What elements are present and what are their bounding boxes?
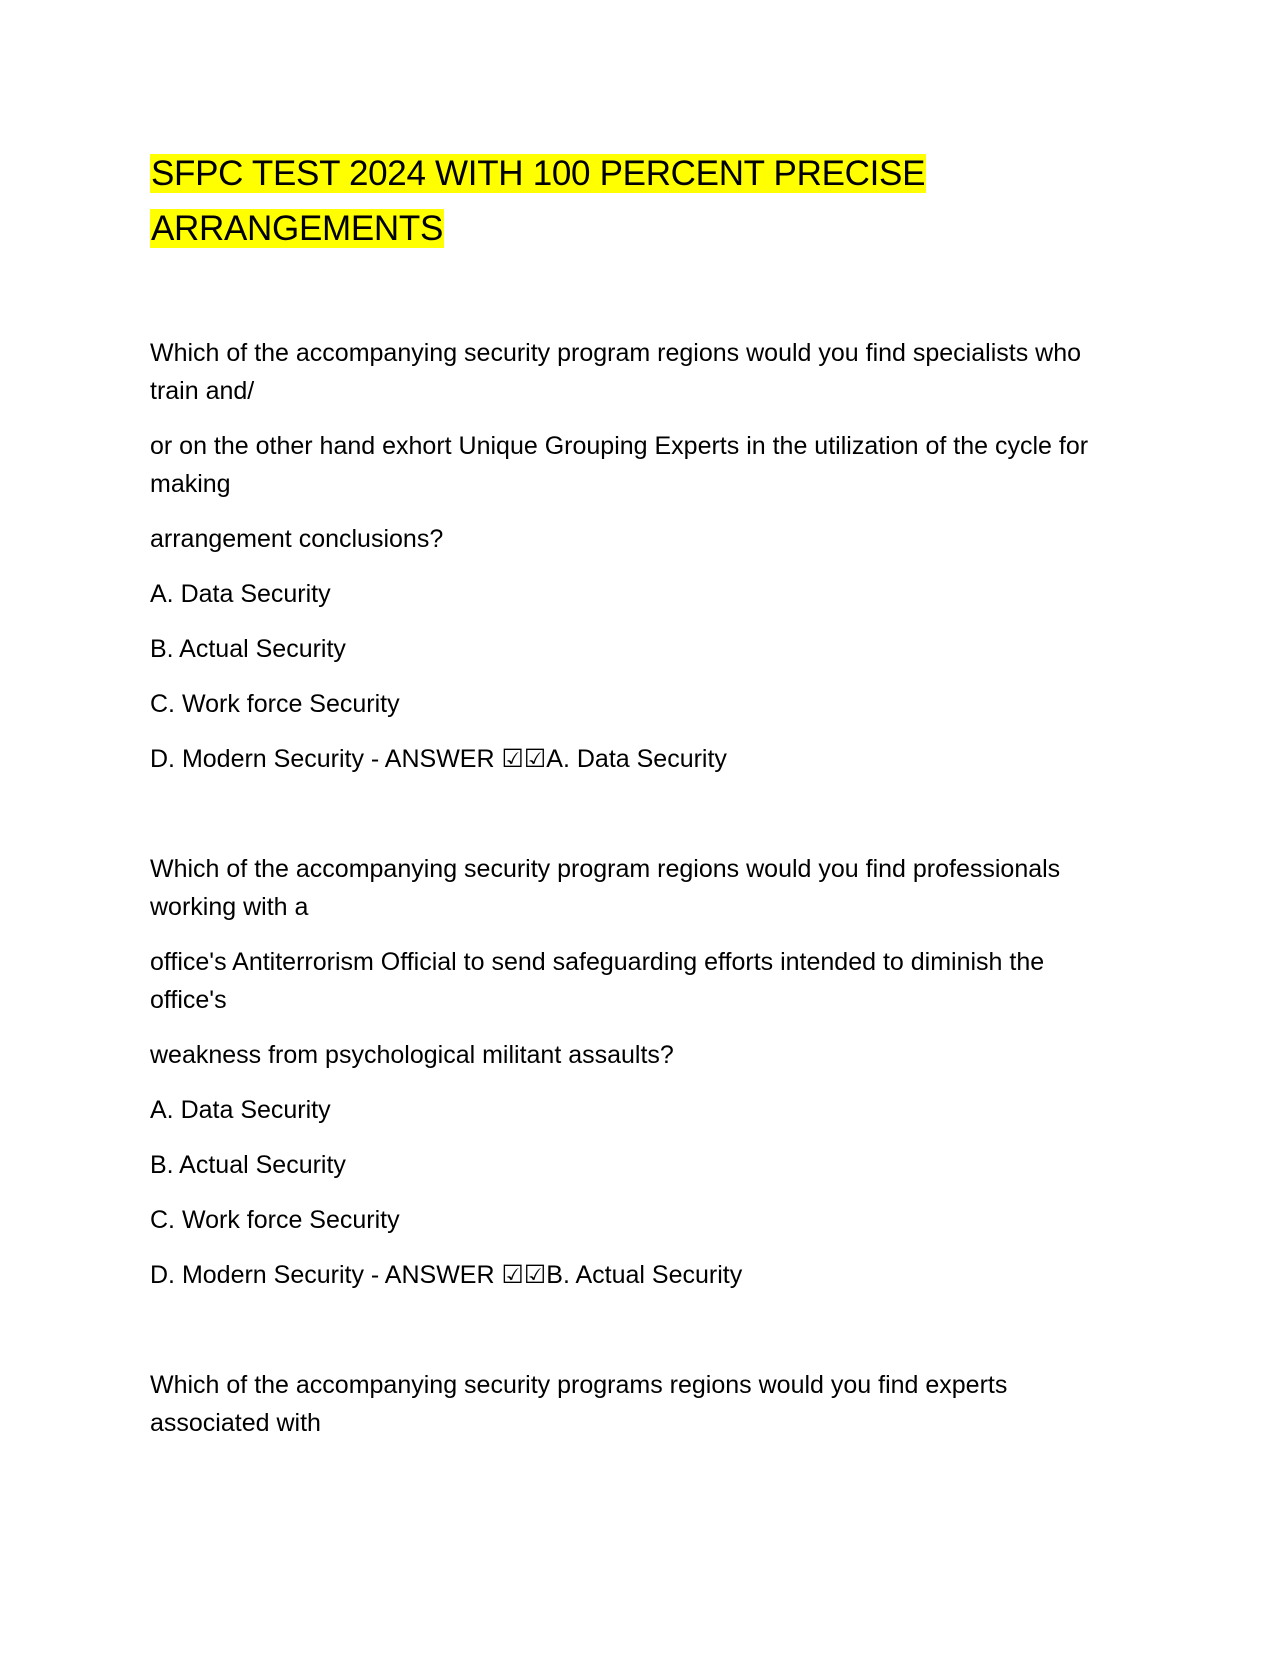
question-text-line: Which of the accompanying security programs regions would you find experts associated with <box>150 1371 1008 1437</box>
question-1 <box>150 334 1110 778</box>
document-title <box>150 146 1110 256</box>
question-text-line: Which of the accompanying security program regions would you find specialists who train and/ <box>150 339 1082 405</box>
question-2 <box>150 850 1110 1294</box>
question-text-line: arrangement conclusions? <box>150 525 444 553</box>
answer-option-c: C. Work force Security <box>150 1206 400 1234</box>
question-text-line: office's Antiterrorism Official to send safeguarding efforts intended to diminish the office's <box>150 948 1045 1014</box>
answer-option-b: B. Actual Security <box>150 635 346 663</box>
question-3 <box>150 1366 1110 1442</box>
answer-option-d-with-answer: D. Modern Security - ANSWER ☑☑B. Actual Security <box>150 1261 743 1289</box>
answer-option-b: B. Actual Security <box>150 1151 346 1179</box>
answer-option-d-with-answer: D. Modern Security - ANSWER ☑☑A. Data Security <box>150 745 727 773</box>
question-text-line: weakness from psychological militant assaults? <box>150 1041 674 1069</box>
title-highlight: SFPC TEST 2024 WITH 100 PERCENT PRECISE ARRANGEMENTS <box>151 154 926 248</box>
question-text-line: Which of the accompanying security program regions would you find professionals working with a <box>150 855 1061 921</box>
question-text-line: or on the other hand exhort Unique Grouping Experts in the utilization of the cycle for making <box>150 432 1089 498</box>
answer-option-a: A. Data Security <box>150 1096 331 1124</box>
document-body <box>150 146 1110 1459</box>
answer-option-c: C. Work force Security <box>150 690 400 718</box>
answer-option-a: A. Data Security <box>150 580 331 608</box>
